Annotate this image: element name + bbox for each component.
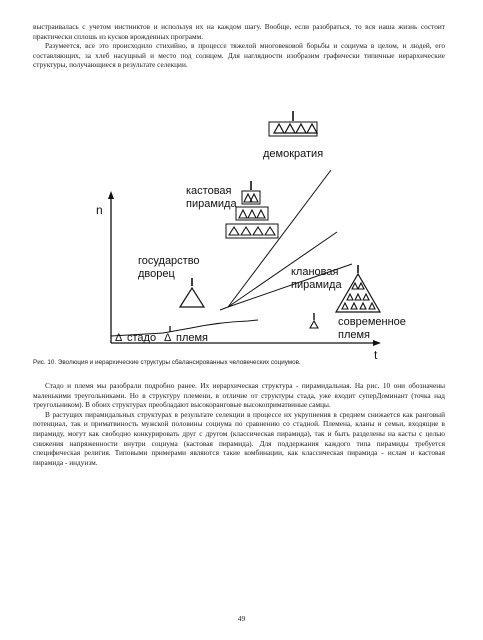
bottom-text-block <box>33 381 445 467</box>
y-axis-label: n <box>96 203 103 217</box>
triangle-icon <box>274 124 284 133</box>
paragraph-2: Разумеется, все это происходило стихийно, в процессе тяжелой многовековой борьбы и социума в целом, и людей, его составляющих, за хлеб насущный и место под солнцем. Для наглядности изобразим графически типичные иерархические структуры, получающиеся в результате селекции. <box>33 41 445 70</box>
x-axis-arrow <box>373 340 381 346</box>
state-label-line1: государство <box>138 255 200 267</box>
clan-pyramid-structure <box>336 265 380 312</box>
state-label-line2: дворец <box>138 268 175 280</box>
paragraph-1: выстраивалась с учетом инстинктов и используя их на каждом шагу. Вообще, если разобраться, то вся наша жизнь состоит практически сплошь из кусков врожденных программ. <box>33 22 445 41</box>
state-palace-structure <box>180 278 204 307</box>
triangle-icon <box>296 124 306 133</box>
page-number: 49 <box>237 614 246 623</box>
tribe-icon: Δ <box>164 332 172 344</box>
modern-tribe-structure <box>310 313 318 328</box>
democracy-label: демократия <box>263 148 324 160</box>
paragraph-4: В растущих пирамидальных структурах в результате селекции в процессе их укрупнения в среднем снижается как ранговый потенциал, так и приматвиность мужской половины социума по сравнению со стадной. Племена, кланы и семьи, входящие в пирамиду, могут как свободно конкурировать друг с другом (классическая пирамида), так и быть разделены на касты с целью снижения напряженности внутри социума (кастовая пирамида). Для поддержания каждого типа пирамиды требуется специфическая религия. Типовыми примерами являются такие комбинации, как классическая пирамида - ислам и кастовая пирамида - индуизм. <box>33 409 445 467</box>
democracy-structure <box>269 111 317 136</box>
tribe-curve <box>191 320 258 328</box>
caste-label-line2: пирамида <box>186 198 237 210</box>
herd-label: стадо <box>127 332 157 344</box>
paragraph-3: Стадо и племя мы разобрали подробно ранее. Их иерархическая структура - пирамидальная. На рис. 10 они обозначены маленькими треугольниками. Но в структуру племени, в отличие от структуры стада, уже входит суперДоминант (точка над треугольником). В обоих структурах преобладают высокоранговые высокоприматвиные самцы. <box>33 381 445 410</box>
tribe-label: племя <box>176 332 209 344</box>
figure-caption: Рис. 10. Эволюция и иерархические структуры сбалансированных человеческих социумов. <box>33 359 301 366</box>
x-axis-label: t <box>374 348 378 362</box>
triangle-icon <box>285 124 295 133</box>
modern-tribe-label-line2: племя <box>338 329 371 341</box>
y-axis-arrow <box>108 191 114 199</box>
modern-tribe-label-line1: современное <box>338 316 406 328</box>
triangle-icon <box>307 124 317 133</box>
caste-label-line1: кастовая <box>186 185 232 197</box>
clan-label-line2: пирамида <box>291 279 342 291</box>
clan-label-line1: клановая <box>291 266 339 278</box>
herd-icon: Δ <box>115 332 123 344</box>
branch-point <box>220 307 228 310</box>
